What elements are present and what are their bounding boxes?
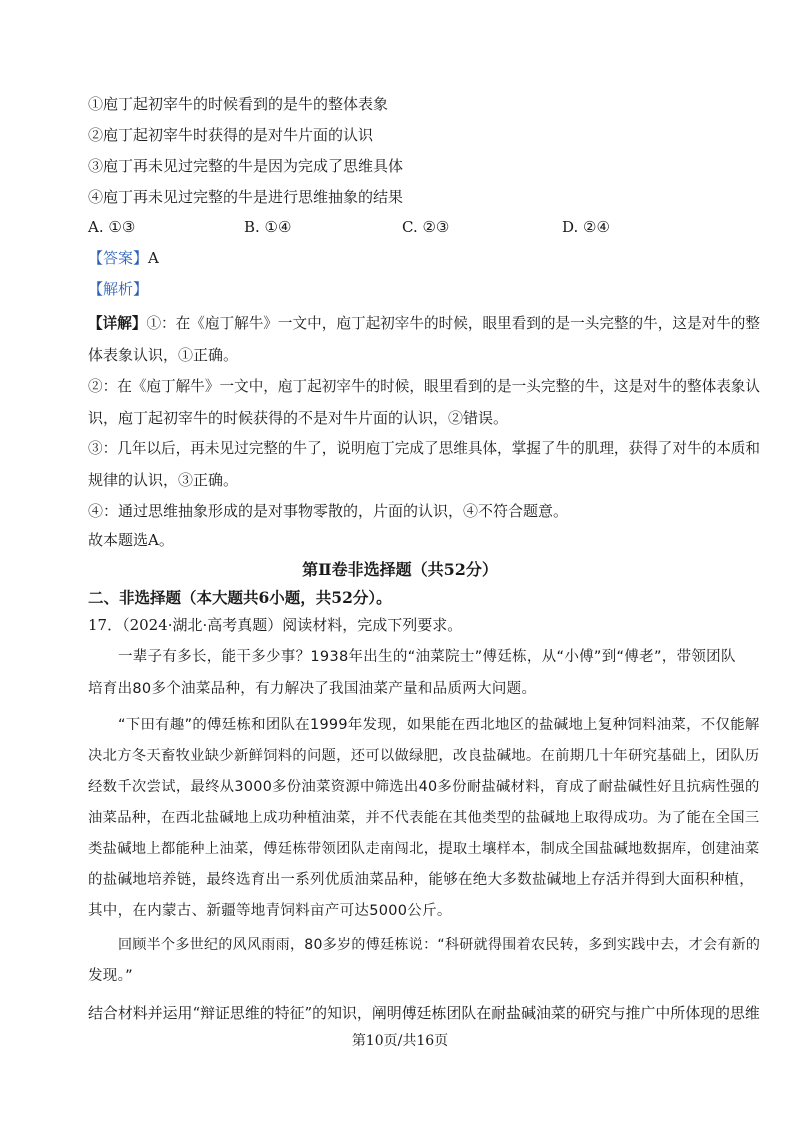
task-line: 结合材料并运用“辩证思维的特征”的知识，阐明傅廷栋团队在耐盐碱油菜的研究与推广中所体现的思维: [88, 1004, 760, 1022]
choice-a: A. ①③: [88, 218, 136, 236]
material-line-4: 决北方冬天畜牧业缺少新鲜饲料的问题，还可以做绿肥，改良盐碱地。在前期几十年研究基础上，团队历: [88, 748, 760, 764]
detail-tag: 【详解】: [88, 315, 147, 332]
option-4: ④庖丁再未见过完整的牛是进行思维抽象的结果: [88, 188, 404, 206]
material-line-11: 发现。”: [88, 968, 133, 984]
answer-tag: 【答案】: [88, 249, 149, 267]
answer-line: [88, 248, 159, 268]
material-line-3: “下田有趣”的傅廷栋和团队在1999年发现，如果能在西北地区的盐碱地上复种饲料油菜，不仅能解: [118, 717, 760, 733]
detail-text-1: ①：在《庖丁解牛》一文中，庖丁起初宰牛的时候，眼里看到的是一头完整的牛，这是对牛的整: [146, 315, 761, 332]
detail-line-2: 体表象认识，①正确。: [88, 346, 239, 364]
material-line-8: 的盐碱地培养链，最终选育出一系列优质油菜品种，能够在绝大多数盐碱地上存活并得到大面积种植，: [88, 872, 754, 888]
section-title: 第Ⅱ卷非选择题（共52分）: [302, 560, 498, 579]
answer-value: A: [148, 249, 159, 267]
detail-line-3: ②：在《庖丁解牛》一文中，庖丁起初宰牛的时候，眼里看到的是一头完整的牛，这是对牛的整体表象认: [88, 378, 761, 395]
option-1: ①庖丁起初宰牛的时候看到的是牛的整体表象: [88, 95, 389, 113]
detail-line-6: 规律的认识，③正确。: [88, 471, 239, 489]
choice-c: C. ②③: [402, 218, 450, 236]
material-line-7: 类盐碱地上都能种上油菜，傅廷栋带领团队走南闯北，提取土壤样本，制成全国盐碱地数据库，创建油菜: [88, 841, 760, 857]
detail-line-5: ③：几年以后，再未见过完整的牛了，说明庖丁完成了思维具体，掌握了牛的肌理，获得了对牛的本质和: [88, 440, 761, 457]
choice-d: D. ②④: [562, 218, 610, 236]
choice-b: B. ①④: [244, 218, 292, 236]
detail-line-4: 识，庖丁起初宰牛的时候获得的不是对牛片面的认识，②错误。: [88, 409, 509, 427]
choice-row: [88, 218, 728, 238]
detail-line-8: 故本题选A。: [88, 531, 174, 549]
detail-line-1: [88, 314, 760, 334]
detail-line-7: ④：通过思维抽象形成的是对事物零散的，片面的认识，④不符合题意。: [88, 502, 569, 520]
material-line-9: 其中，在内蒙古、新疆等地青饲料亩产可达5000公斤。: [88, 903, 452, 919]
page-footer: 第10页/共16页: [351, 1033, 449, 1049]
option-2: ②庖丁起初宰牛时获得的是对牛片面的认识: [88, 126, 374, 144]
material-line-6: 油菜品种，在西北盐碱地上成功种植油菜，并不代表能在其他类型的盐碱地上取得成功。为了能在全国三: [88, 810, 760, 826]
analysis-tag: 【解析】: [88, 280, 149, 298]
part-title: 二、非选择题（本大题共6小题，共52分）。: [88, 588, 392, 607]
material-line-2: 培育出80多个油菜品种，有力解决了我国油菜产量和品质两大问题。: [88, 681, 537, 697]
question-line: 17．（2024·湖北·高考真题）阅读材料，完成下列要求。: [88, 616, 463, 634]
material-line-1: 一辈子有多长，能干多少事？1938年出生的“油菜院士”傅廷栋，从“小傅”到“傅老”，带领团队: [118, 649, 736, 665]
material-line-10: 回顾半个多世纪的风风雨雨，80多岁的傅廷栋说：“科研就得围着农民转，多到实践中去，才会有新的: [118, 937, 761, 953]
option-3: ③庖丁再未见过完整的牛是因为完成了思维具体: [88, 157, 404, 175]
material-line-5: 经数千次尝试，最终从3000多份油菜资源中筛选出40多份耐盐碱材料，育成了耐盐碱性好且抗病性强的: [88, 779, 760, 795]
